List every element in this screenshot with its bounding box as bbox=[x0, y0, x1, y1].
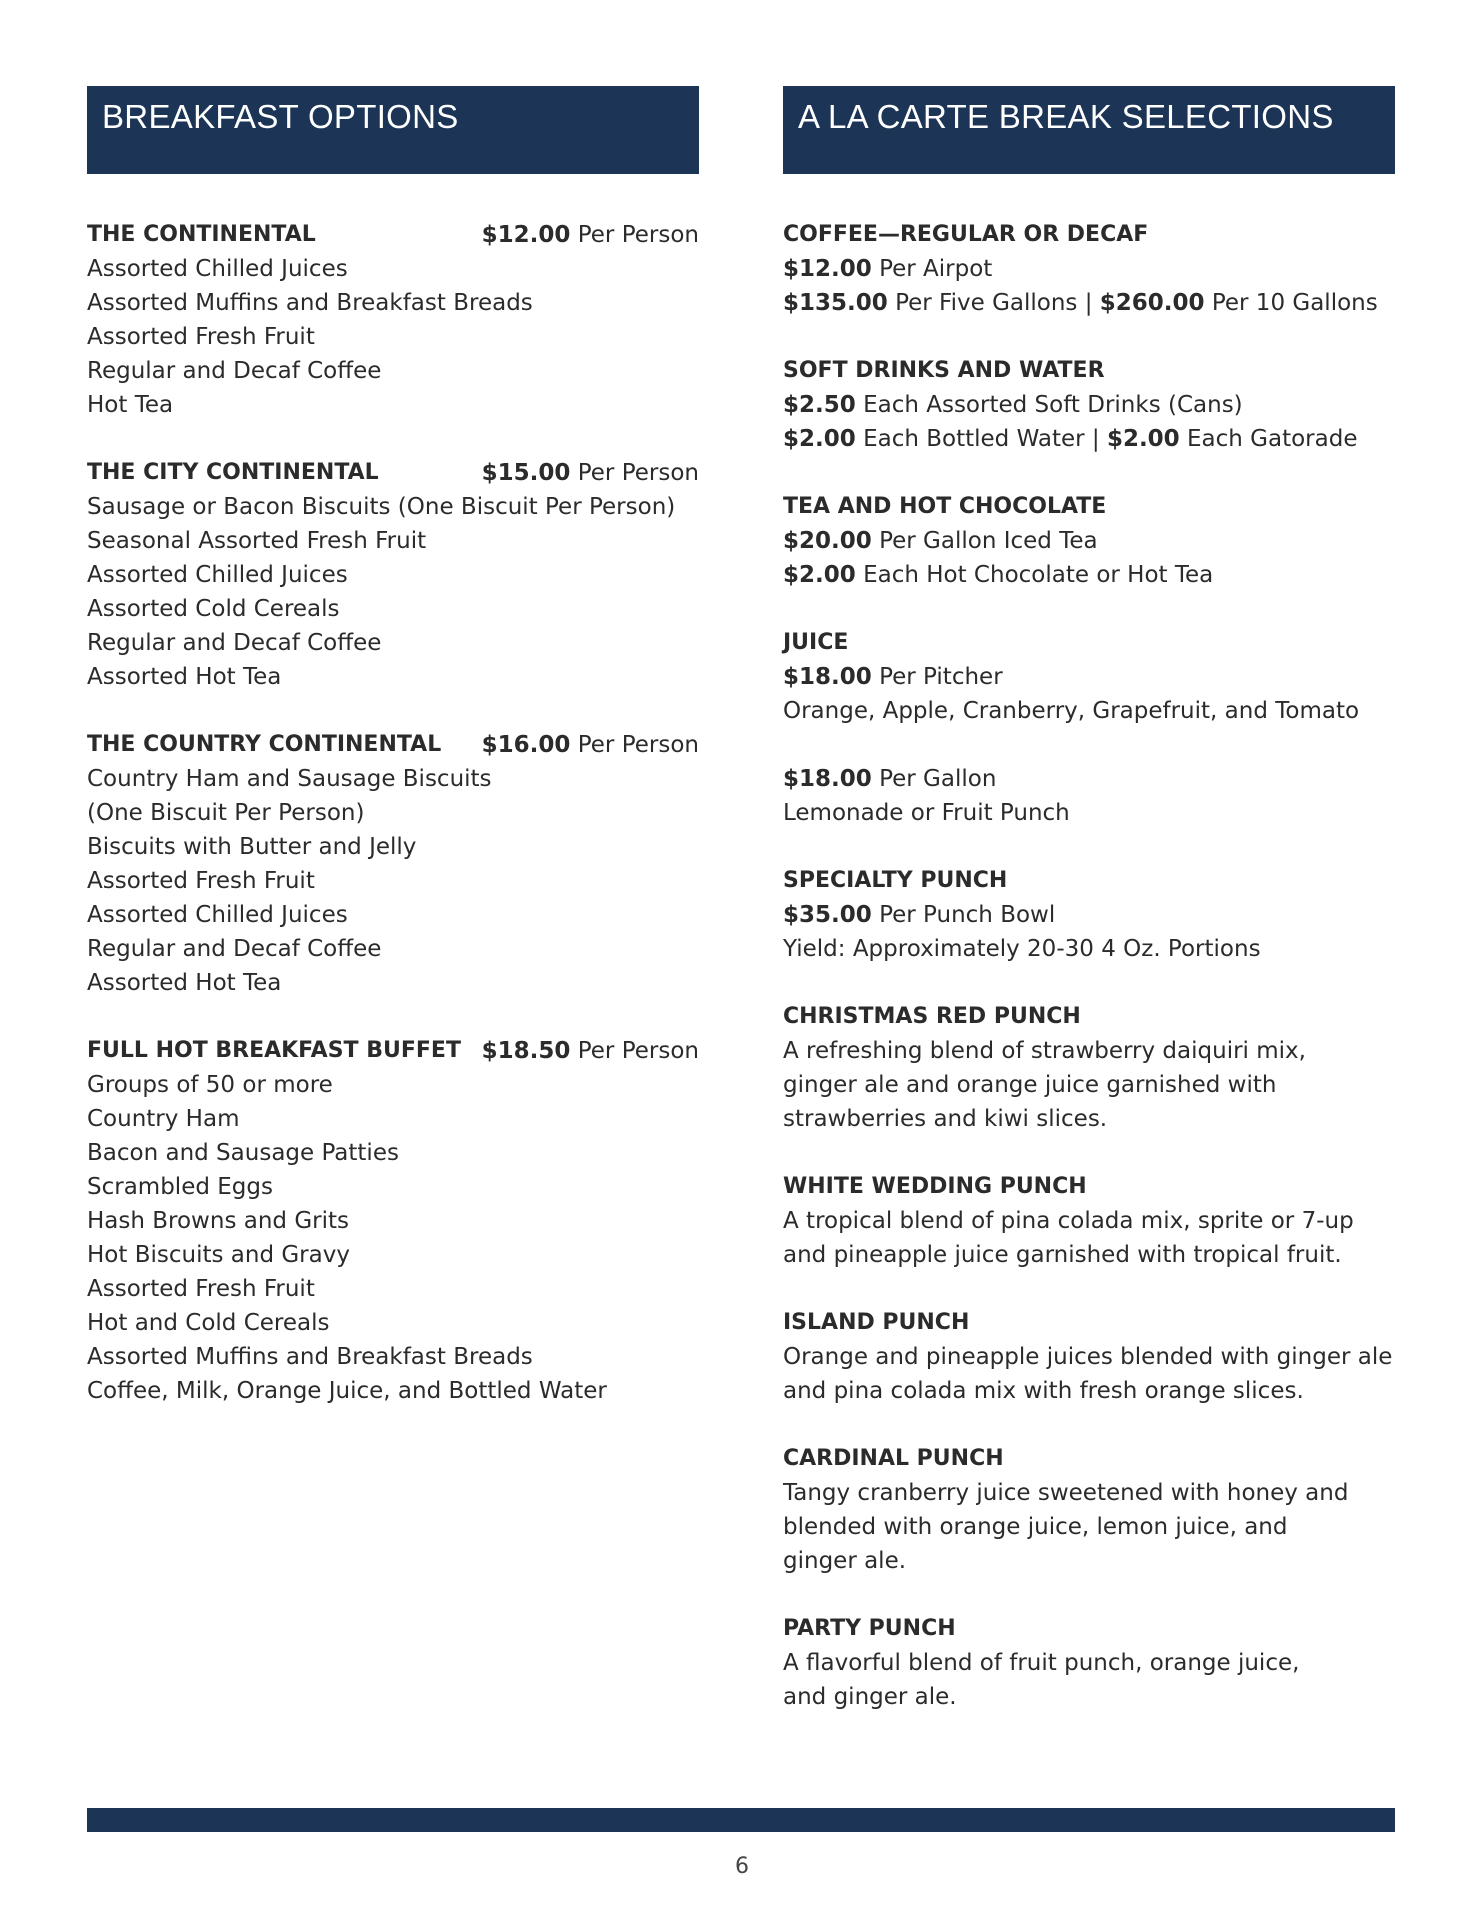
menu-section-christmas-red-punch bbox=[783, 1000, 1395, 1136]
section-title: CARDINAL PUNCH bbox=[783, 1446, 1004, 1471]
menu-item: Regular and Decaf Coffee bbox=[87, 630, 382, 656]
item-text: Per Pitcher bbox=[871, 664, 1003, 690]
break-selections-column bbox=[783, 86, 1395, 1748]
item-price: $18.00 bbox=[783, 766, 872, 792]
menu-item: Hot and Cold Cereals bbox=[87, 1310, 330, 1336]
menu-item: Assorted Muffins and Breakfast Breads bbox=[87, 290, 533, 316]
menu-item: Country Ham and Sausage Biscuits bbox=[87, 766, 492, 792]
item-price: $18.00 bbox=[783, 664, 872, 690]
punch-description: A flavorful blend of fruit punch, orange juice, bbox=[783, 1650, 1300, 1676]
section-title: PARTY PUNCH bbox=[783, 1616, 956, 1641]
menu-item: Hash Browns and Grits bbox=[87, 1208, 349, 1234]
menu-section-party-punch bbox=[783, 1612, 1395, 1714]
punch-description: and pina colada mix with fresh orange slices. bbox=[783, 1378, 1304, 1404]
menu-item: Groups of 50 or more bbox=[87, 1072, 333, 1098]
menu-section-tea bbox=[783, 490, 1395, 592]
item-text: Per 10 Gallons bbox=[1204, 290, 1378, 316]
menu-item: Sausage or Bacon Biscuits (One Biscuit Per Person) bbox=[87, 494, 676, 520]
section-title: WHITE WEDDING PUNCH bbox=[783, 1174, 1087, 1199]
item-text: Yield: Approximately 20-30 4 Oz. Portions bbox=[783, 936, 1261, 962]
menu-item: Assorted Cold Cereals bbox=[87, 596, 340, 622]
section-title: SPECIALTY PUNCH bbox=[783, 868, 1008, 893]
menu-section-juice bbox=[783, 626, 1395, 728]
item-text: Each Assorted Soft Drinks (Cans) bbox=[855, 392, 1243, 418]
menu-section-white-wedding-punch bbox=[783, 1170, 1395, 1272]
item-price: $2.00 bbox=[783, 562, 856, 588]
punch-description: and ginger ale. bbox=[783, 1684, 957, 1710]
menu-item: Assorted Fresh Fruit bbox=[87, 1276, 315, 1302]
menu-section-continental bbox=[87, 218, 699, 422]
item-price: $12.00 bbox=[783, 256, 872, 282]
menu-item: Hot Tea bbox=[87, 392, 174, 418]
menu-item: Regular and Decaf Coffee bbox=[87, 358, 382, 384]
section-title: THE CITY CONTINENTAL bbox=[87, 460, 379, 485]
item-price: $35.00 bbox=[783, 902, 872, 928]
menu-item: Assorted Muffins and Breakfast Breads bbox=[87, 1344, 533, 1370]
punch-description: A tropical blend of pina colada mix, sprite or 7-up bbox=[783, 1208, 1354, 1234]
menu-section-lemonade bbox=[783, 762, 1395, 830]
section-title: THE CONTINENTAL bbox=[87, 222, 316, 247]
section-title: COFFEE—REGULAR OR DECAF bbox=[783, 222, 1149, 247]
menu-item: (One Biscuit Per Person) bbox=[87, 800, 365, 826]
section-title: CHRISTMAS RED PUNCH bbox=[783, 1004, 1081, 1029]
section-title: ISLAND PUNCH bbox=[783, 1310, 970, 1335]
section-unit: Per Person bbox=[577, 732, 699, 758]
breakfast-column bbox=[87, 86, 699, 1442]
punch-description: A refreshing blend of strawberry daiquiri mix, bbox=[783, 1038, 1306, 1064]
menu-item: Country Ham bbox=[87, 1106, 240, 1132]
menu-section-hot-breakfast-buffet bbox=[87, 1034, 699, 1408]
item-text: Each Bottled Water | bbox=[855, 426, 1107, 452]
punch-description: ginger ale and orange juice garnished with bbox=[783, 1072, 1277, 1098]
menu-item: Biscuits with Butter and Jelly bbox=[87, 834, 417, 860]
item-text: Each Gatorade bbox=[1179, 426, 1358, 452]
item-text: Orange, Apple, Cranberry, Grapefruit, and Tomato bbox=[783, 698, 1360, 724]
menu-item: Assorted Chilled Juices bbox=[87, 256, 348, 282]
menu-section-cardinal-punch bbox=[783, 1442, 1395, 1578]
footer-bar bbox=[87, 1808, 1395, 1832]
item-text: Per Punch Bowl bbox=[871, 902, 1056, 928]
menu-item: Assorted Hot Tea bbox=[87, 664, 282, 690]
section-price: $15.00 bbox=[481, 460, 571, 486]
section-price: $12.00 bbox=[481, 222, 571, 248]
section-title: SOFT DRINKS AND WATER bbox=[783, 358, 1105, 383]
punch-description: Tangy cranberry juice sweetened with honey and bbox=[783, 1480, 1349, 1506]
section-price: $18.50 bbox=[481, 1038, 571, 1064]
item-price: $260.00 bbox=[1099, 290, 1205, 316]
item-text: Per Airpot bbox=[871, 256, 993, 282]
menu-item: Assorted Chilled Juices bbox=[87, 902, 348, 928]
menu-item: Regular and Decaf Coffee bbox=[87, 936, 382, 962]
section-title: THE COUNTRY CONTINENTAL bbox=[87, 732, 442, 757]
item-price: $2.00 bbox=[1106, 426, 1180, 452]
page-number: 6 bbox=[735, 1854, 749, 1879]
section-title: FULL HOT BREAKFAST BUFFET bbox=[87, 1038, 461, 1063]
menu-item: Coffee, Milk, Orange Juice, and Bottled Water bbox=[87, 1378, 607, 1404]
menu-item: Hot Biscuits and Gravy bbox=[87, 1242, 350, 1268]
menu-item: Bacon and Sausage Patties bbox=[87, 1140, 399, 1166]
menu-item: Assorted Chilled Juices bbox=[87, 562, 348, 588]
menu-section-specialty-punch bbox=[783, 864, 1395, 966]
section-unit: Per Person bbox=[577, 222, 699, 248]
item-price: $2.50 bbox=[783, 392, 856, 418]
item-price: $2.00 bbox=[783, 426, 856, 452]
item-text: Each Hot Chocolate or Hot Tea bbox=[855, 562, 1214, 588]
item-text: Per Gallon bbox=[871, 766, 997, 792]
menu-section-island-punch bbox=[783, 1306, 1395, 1408]
menu-section-soft-drinks bbox=[783, 354, 1395, 456]
menu-section-coffee bbox=[783, 218, 1395, 320]
menu-item: Assorted Fresh Fruit bbox=[87, 868, 315, 894]
punch-description: ginger ale. bbox=[783, 1548, 907, 1574]
breakfast-options-banner: BREAKFAST OPTIONS bbox=[87, 86, 699, 174]
section-title: TEA AND HOT CHOCOLATE bbox=[783, 494, 1107, 519]
menu-item: Assorted Fresh Fruit bbox=[87, 324, 315, 350]
menu-item: Seasonal Assorted Fresh Fruit bbox=[87, 528, 427, 554]
section-title: JUICE bbox=[783, 630, 849, 655]
item-price: $135.00 bbox=[783, 290, 888, 316]
menu-item: Assorted Hot Tea bbox=[87, 970, 282, 996]
section-price: $16.00 bbox=[481, 732, 571, 758]
punch-description: Orange and pineapple juices blended with ginger ale bbox=[783, 1344, 1393, 1370]
punch-description: and pineapple juice garnished with tropical fruit. bbox=[783, 1242, 1342, 1268]
item-text: Per Gallon Iced Tea bbox=[871, 528, 1098, 554]
item-text: Per Five Gallons | bbox=[887, 290, 1100, 316]
section-unit: Per Person bbox=[577, 1038, 699, 1064]
punch-description: blended with orange juice, lemon juice, and bbox=[783, 1514, 1288, 1540]
punch-description: strawberries and kiwi slices. bbox=[783, 1106, 1108, 1132]
menu-section-city-continental bbox=[87, 456, 699, 694]
item-text: Lemonade or Fruit Punch bbox=[783, 800, 1070, 826]
section-unit: Per Person bbox=[577, 460, 699, 486]
break-selections-banner: A LA CARTE BREAK SELECTIONS bbox=[783, 86, 1395, 174]
menu-item: Scrambled Eggs bbox=[87, 1174, 273, 1200]
menu-section-country-continental bbox=[87, 728, 699, 1000]
item-price: $20.00 bbox=[783, 528, 872, 554]
